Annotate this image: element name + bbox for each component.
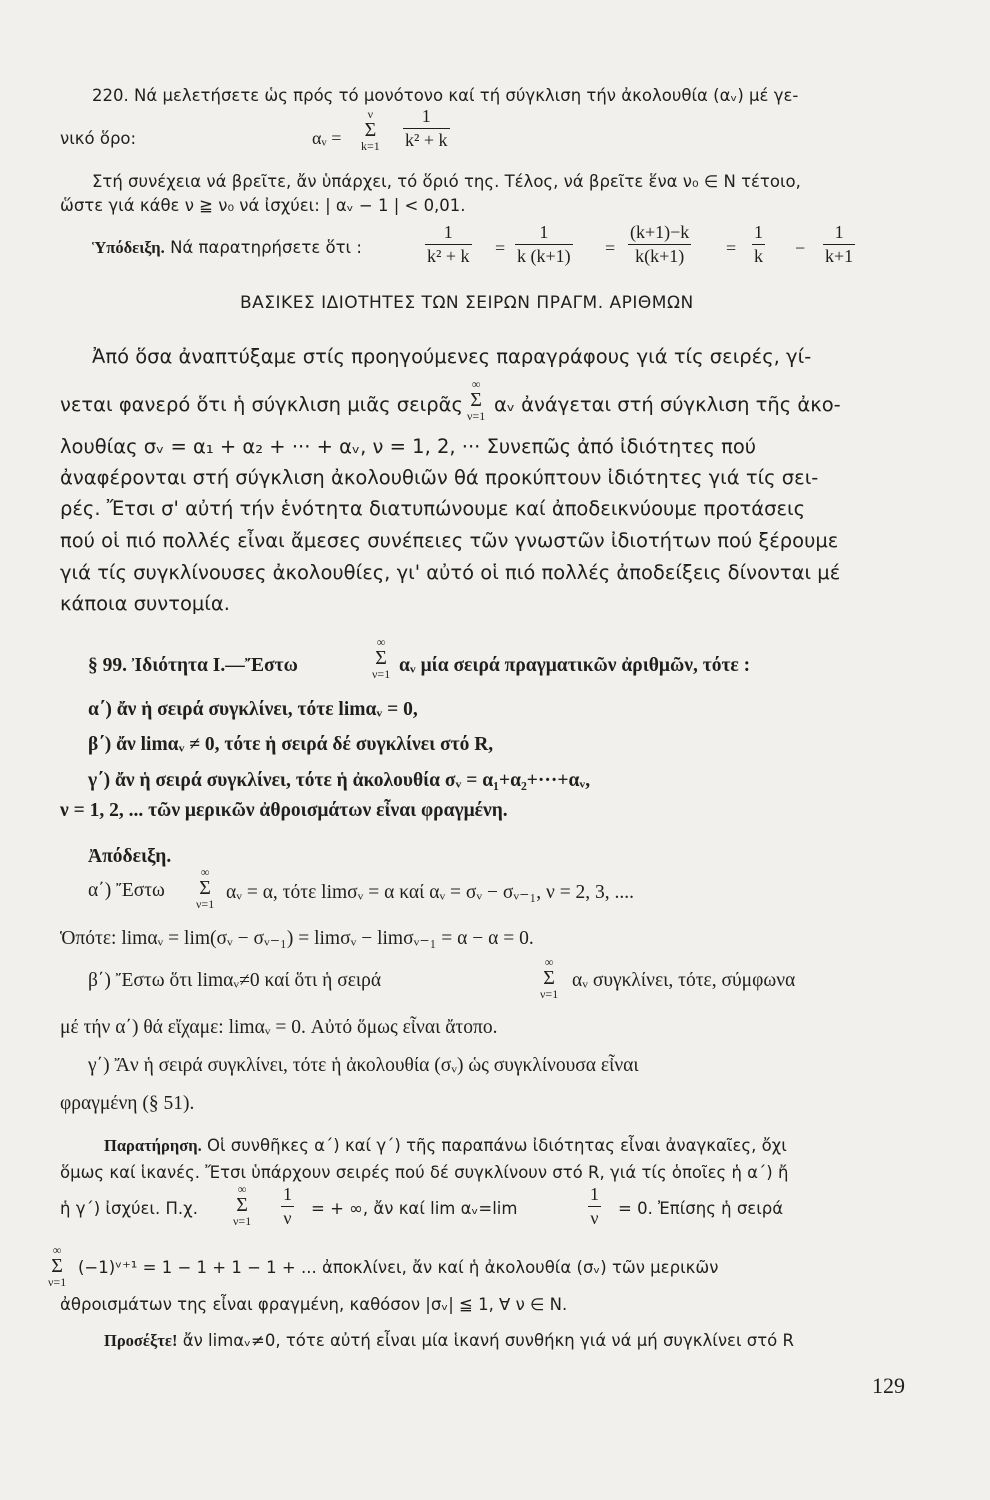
intro-line-1: Ἀπό ὅσα ἀναπτύξαμε στίς προηγούμενες παραγράφους γιά τίς σειρές, γί- <box>92 345 812 368</box>
sigma-lower-limit: ν=1 <box>540 987 559 1001</box>
note-text: ἄν limαᵥ≠0, τότε αὐτή εἶναι μία ἱκανή συνθήκη γιά νά μή συγκλίνει στό R <box>182 1331 794 1350</box>
sigma-lower-limit: ν=1 <box>372 667 391 681</box>
fraction-numerator: 1 <box>754 222 763 242</box>
fraction-numerator: 1 <box>421 106 431 126</box>
remark-sigma-2 <box>48 1244 66 1288</box>
property-c-line2: ν = 1, 2, ... τῶν μερικῶν ἀθροισμάτων εἶναι φραγμένη. <box>60 800 508 821</box>
hint-fraction-5 <box>823 222 855 267</box>
exercise-220-fraction <box>403 106 450 151</box>
hint-fraction-4 <box>752 222 765 267</box>
sigma-symbol: Σ <box>470 389 482 411</box>
remark-fraction-1 <box>281 1184 294 1229</box>
sigma-upper-limit: ∞ <box>471 377 481 391</box>
note-line <box>104 1331 794 1351</box>
property-sigma <box>372 636 390 680</box>
fraction-denominator: k(k+1) <box>635 246 685 266</box>
minus-sign: − <box>795 238 806 258</box>
exercise-220-line1: 220. Νά μελετήσετε ὡς πρός τό μονότονο καί τή σύγκλιση τήν ἀκολουθία (αᵥ) μέ γε- <box>92 86 799 105</box>
fraction-bar <box>588 1206 601 1207</box>
intro-line-5: ρές. Ἔτσι σ' αὐτή τήν ἑνότητα διατυπώνουμε καί ἀποδεικνύουμε προτάσεις <box>60 497 806 520</box>
sigma-symbol: Σ <box>364 119 377 141</box>
remark-text: Οἱ συνθῆκες α΄) καί γ΄) τῆς παραπάνω ἰδιότητας εἶναι ἀναγκαῖες, ὄχι <box>206 1136 787 1155</box>
property-c-line1: γ΄) ἄν ἡ σειρά συγκλίνει, τότε ἡ ἀκολουθία σᵥ = α₁+α₂+···+αᵥ, <box>88 770 591 791</box>
fraction-denominator: ν <box>590 1208 599 1228</box>
equals-sign: = <box>726 238 737 258</box>
remark-line3a: ἡ γ΄) ἰσχύει. Π.χ. <box>60 1199 198 1218</box>
fraction-bar <box>425 244 472 245</box>
sigma-lower-limit: k=1 <box>361 139 380 153</box>
fraction-bar <box>752 244 765 245</box>
intro-sigma <box>467 378 485 422</box>
exercise-220-line2-prefix: νικό ὅρο: <box>60 129 137 148</box>
intro-line-2b: αᵥ ἀνάγεται στή σύγκλιση τῆς ἀκο- <box>494 393 841 416</box>
fraction-bar <box>403 128 450 129</box>
remark-line5: ἀθροισμάτων της εἶναι φραγμένη, καθόσον |σᵥ| ≦ 1, ∀ ν ∈ N. <box>60 1295 568 1314</box>
page-number: 129 <box>872 1373 905 1398</box>
intro-line-4: ἀναφέρονται στή σύγκλιση ἀκολουθιῶν θά προκύπτουν ἰδιότητες γιά τίς σει- <box>60 466 819 489</box>
sigma-lower-limit: ν=1 <box>48 1275 67 1289</box>
fraction-bar <box>823 244 855 245</box>
remark-line3c: = 0. Ἐπίσης ἡ σειρά <box>618 1199 784 1218</box>
remark-line2: ὅμως καί ἱκανές. Ἔτσι ὑπάρχουν σειρές πού δέ συγκλίνουν στό R, γιά τίς ὁποῖες ἡ α΄) ἤ <box>60 1163 789 1182</box>
sigma-upper-limit: ∞ <box>376 635 386 649</box>
proof-a-line1b: αᵥ = α, τότε limσᵥ = α καί αᵥ = σᵥ − σᵥ₋₁, ν = 2, 3, .... <box>226 882 635 903</box>
sigma-lower-limit: ν=1 <box>467 409 486 423</box>
proof-b-line2: μέ τήν α΄) θά εἴχαμε: limαᵥ = 0. Αὐτό ὅμως εἶναι ἄτοπο. <box>60 1017 498 1038</box>
intro-line-3: λουθίας σᵥ = α₁ + α₂ + ··· + αᵥ, ν = 1, 2, ··· Συνεπῶς ἀπό ἰδιότητες πού <box>60 435 757 458</box>
sigma-upper-limit: ∞ <box>200 865 210 879</box>
proof-b-line1b: αᵥ συγκλίνει, τότε, σύμφωνα <box>572 970 796 991</box>
fraction-bar <box>515 244 573 245</box>
exercise-220-line3: Στή συνέχεια νά βρεῖτε, ἄν ὑπάρχει, τό ὅριό της. Τέλος, νά βρεῖτε ἕνα ν₀ ∈ N τέτοιο, <box>92 172 801 191</box>
remark-line3b: = + ∞, ἄν καί lim αᵥ=lim <box>311 1199 518 1218</box>
fraction-denominator: k <box>754 246 763 266</box>
remark-fraction-2 <box>588 1184 601 1229</box>
fraction-numerator: 1 <box>539 222 549 242</box>
intro-line-6: πού οἱ πιό πολλές εἶναι ἄμεσες συνέπειες τῶν γνωστῶν ἰδιοτήτων πού ξέρουμε <box>60 529 839 552</box>
sigma-upper-limit: ∞ <box>52 1243 62 1257</box>
sigma-symbol: Σ <box>199 877 211 899</box>
sigma-symbol: Σ <box>543 967 555 989</box>
property-heading-b: αᵥ μία σειρά πραγματικῶν ἀριθμῶν, τότε : <box>399 655 751 676</box>
fraction-bar <box>281 1206 294 1207</box>
remark-line4: (−1)ᵛ⁺¹ = 1 − 1 + 1 − 1 + ... ἀποκλίνει, ἄν καί ἡ ἀκολουθία (σᵥ) τῶν μερικῶν <box>78 1258 719 1277</box>
sigma-upper-limit: ∞ <box>544 955 554 969</box>
fraction-denominator: k+1 <box>825 246 854 266</box>
proof-a-line2: Ὁπότε: limαᵥ = lim(σᵥ − σᵥ₋₁) = limσᵥ − limσᵥ₋₁ = α − α = 0. <box>60 928 534 949</box>
proof-a-line1a: α΄) Ἔστω <box>88 880 165 901</box>
sigma-symbol: Σ <box>375 647 387 669</box>
equals-sign: = <box>495 238 506 258</box>
fraction-denominator: k² + k <box>405 130 448 150</box>
remark-line1 <box>104 1136 787 1156</box>
exercise-220-sigma <box>361 108 380 152</box>
proof-c-line2: φραγμένη (§ 51). <box>60 1093 195 1114</box>
sigma-upper-limit: ∞ <box>237 1182 247 1196</box>
property-b: β΄) ἄν limαᵥ ≠ 0, τότε ἡ σειρά δέ συγκλίνει στό R, <box>88 734 494 755</box>
hint-fraction-1 <box>425 222 472 267</box>
property-a: α΄) ἄν ἡ σειρά συγκλίνει, τότε limαᵥ = 0, <box>88 699 418 720</box>
intro-line-2a: νεται φανερό ὅτι ἡ σύγκλιση μιᾶς σειρᾶς <box>60 393 463 416</box>
fraction-bar <box>628 244 691 245</box>
proof-c-line1: γ΄) Ἄν ἡ σειρά συγκλίνει, τότε ἡ ἀκολουθία (σᵥ) ὡς συγκλίνουσα εἶναι <box>88 1055 639 1076</box>
proof-b-sigma <box>540 956 558 1000</box>
remark-label: Παρατήρηση. <box>104 1136 202 1155</box>
hint-fraction-3 <box>628 222 691 267</box>
sigma-upper-limit: ν <box>367 107 374 121</box>
proof-b-line1a: β΄) Ἔστω ὅτι limαᵥ≠0 καί ὅτι ἡ σειρά <box>88 970 382 991</box>
fraction-numerator: 1 <box>283 1184 292 1204</box>
sigma-lower-limit: ν=1 <box>233 1214 252 1228</box>
fraction-numerator: (k+1)−k <box>630 222 690 242</box>
equals-sign: = <box>605 238 616 258</box>
exercise-220-line4: ὥστε γιά κάθε ν ≧ ν₀ νά ἰσχύει: | αᵥ − 1 | < 0,01. <box>60 196 466 215</box>
sigma-lower-limit: ν=1 <box>196 897 215 911</box>
hint <box>92 238 362 258</box>
fraction-denominator: k² + k <box>427 246 470 266</box>
proof-a-sigma <box>196 866 214 910</box>
note-label: Προσέξτε! <box>104 1331 178 1350</box>
remark-sigma-1 <box>233 1183 251 1227</box>
sigma-symbol: Σ <box>236 1194 248 1216</box>
fraction-numerator: 1 <box>443 222 453 242</box>
fraction-numerator: 1 <box>590 1184 599 1204</box>
fraction-denominator: k (k+1) <box>517 246 571 266</box>
fraction-denominator: ν <box>283 1208 292 1228</box>
hint-label: Ὑπόδειξη. <box>92 238 165 257</box>
hint-fraction-2 <box>515 222 573 267</box>
section-heading: ΒΑΣΙΚΕΣ ΙΔΙΟΤΗΤΕΣ ΤΩΝ ΣΕΙΡΩΝ ΠΡΑΓΜ. ΑΡΙΘΜΩΝ <box>240 293 694 313</box>
exercise-220-formula-lhs: αᵥ = <box>312 128 342 148</box>
intro-line-7: γιά τίς συγκλίνουσες ἀκολουθίες, γι' αὐτό οἱ πιό πολλές ἀποδείξεις δίνονται μέ <box>60 561 841 584</box>
proof-label: Ἀπόδειξη. <box>88 846 172 867</box>
fraction-numerator: 1 <box>834 222 844 242</box>
property-heading-a: § 99. Ἰδιότητα Ι.—Ἔστω <box>88 655 298 676</box>
intro-line-8: κάποια συντομία. <box>60 592 230 615</box>
sigma-symbol: Σ <box>51 1255 63 1277</box>
hint-text: Νά παρατηρήσετε ὅτι : <box>170 238 362 257</box>
